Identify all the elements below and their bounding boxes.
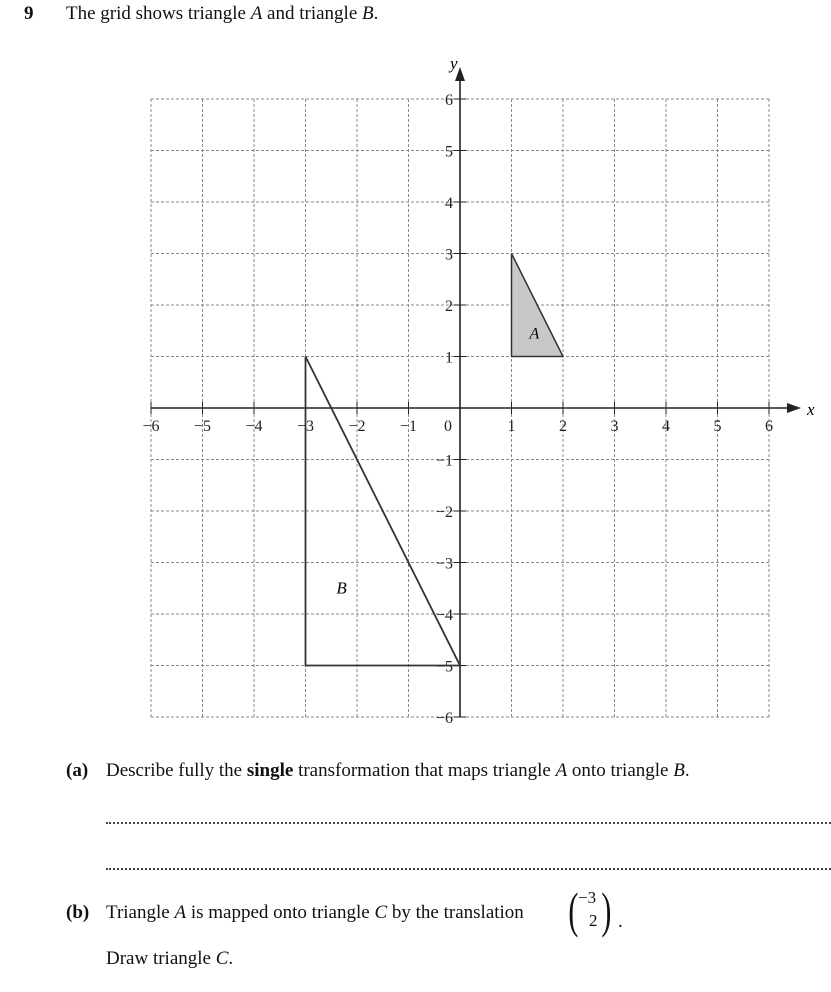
x-tick-label: −5: [193, 418, 212, 435]
part-b-mid: is mapped onto triangle: [186, 902, 375, 923]
part-b-prefix: Triangle: [106, 902, 175, 923]
part-b-c: C: [374, 902, 388, 923]
part-a-question: [106, 760, 690, 782]
y-tick-label: 2: [445, 298, 453, 315]
triangle-b-label: B: [336, 578, 347, 598]
vector-right-paren: ): [601, 882, 612, 938]
y-tick-label: 5: [445, 143, 453, 161]
axes: [151, 54, 815, 717]
part-b-instruction-c: C: [215, 948, 229, 969]
part-a-end: .: [684, 760, 690, 781]
part-b-instruction: [106, 948, 233, 970]
x-tick-label: −2: [348, 418, 366, 435]
answer-line-2[interactable]: [106, 868, 831, 870]
part-a-onto: onto triangle: [567, 760, 674, 781]
triangle-a-label: A: [529, 325, 540, 343]
part-b-question: [106, 902, 524, 924]
part-a-bold: single: [246, 760, 294, 781]
intro-b: B: [362, 3, 374, 24]
part-a-mid: transformation that maps triangle: [293, 760, 556, 781]
answer-line-1[interactable]: [106, 822, 831, 824]
y-tick-label: 6: [445, 92, 453, 109]
question-number: 9: [24, 3, 34, 24]
part-b-label: (b): [66, 902, 90, 923]
vector-top: −3: [578, 888, 597, 907]
x-axis-arrow-icon: [787, 403, 801, 413]
translation-vector: [568, 882, 623, 941]
y-tick-label: −6: [435, 710, 453, 727]
y-tick-label: −2: [435, 504, 453, 521]
y-tick-label: −3: [435, 555, 453, 573]
part-a-prefix: Describe fully the: [106, 760, 247, 781]
y-tick-label: −4: [435, 607, 453, 624]
part-a-a: A: [555, 760, 568, 781]
x-tick-label: −4: [245, 418, 263, 435]
part-b-a: A: [174, 902, 187, 923]
part-a-label: (a): [66, 760, 89, 781]
x-tick-label: −3: [296, 418, 315, 435]
intro-prefix: The grid shows triangle: [66, 3, 251, 24]
x-tick-label: 6: [765, 418, 773, 435]
y-axis-label: y: [450, 54, 458, 73]
y-tick-label: 4: [445, 195, 453, 212]
x-tick-label: 5: [713, 418, 722, 435]
y-tick-label: −1: [435, 452, 453, 470]
part-b-instruction-prefix: Draw triangle: [106, 948, 216, 969]
vector-end: .: [618, 911, 623, 932]
x-tick-label: 2: [559, 418, 567, 435]
y-tick-label: 1: [445, 349, 453, 367]
part-b-instruction-end: .: [228, 948, 234, 969]
x-tick-label: 1: [507, 418, 516, 435]
vector-left-paren: (: [568, 882, 579, 938]
vector-bottom: 2: [589, 911, 598, 930]
part-a-b: B: [673, 760, 685, 781]
x-tick-label: −1: [399, 418, 418, 435]
shapes: [306, 254, 564, 666]
x-tick-label: −6: [142, 418, 160, 435]
intro-mid: and triangle: [262, 3, 363, 24]
intro-end: .: [373, 3, 379, 24]
part-b-suffix: by the translation: [387, 902, 524, 923]
y-tick-label: 3: [445, 246, 453, 264]
origin-label: 0: [444, 418, 452, 435]
x-tick-label: 4: [662, 418, 670, 435]
tick-labels: [142, 92, 773, 727]
x-axis-label: x: [807, 400, 815, 419]
intro-a: A: [250, 3, 263, 24]
y-tick-label: −5: [435, 658, 453, 676]
x-tick-label: 3: [610, 418, 619, 435]
